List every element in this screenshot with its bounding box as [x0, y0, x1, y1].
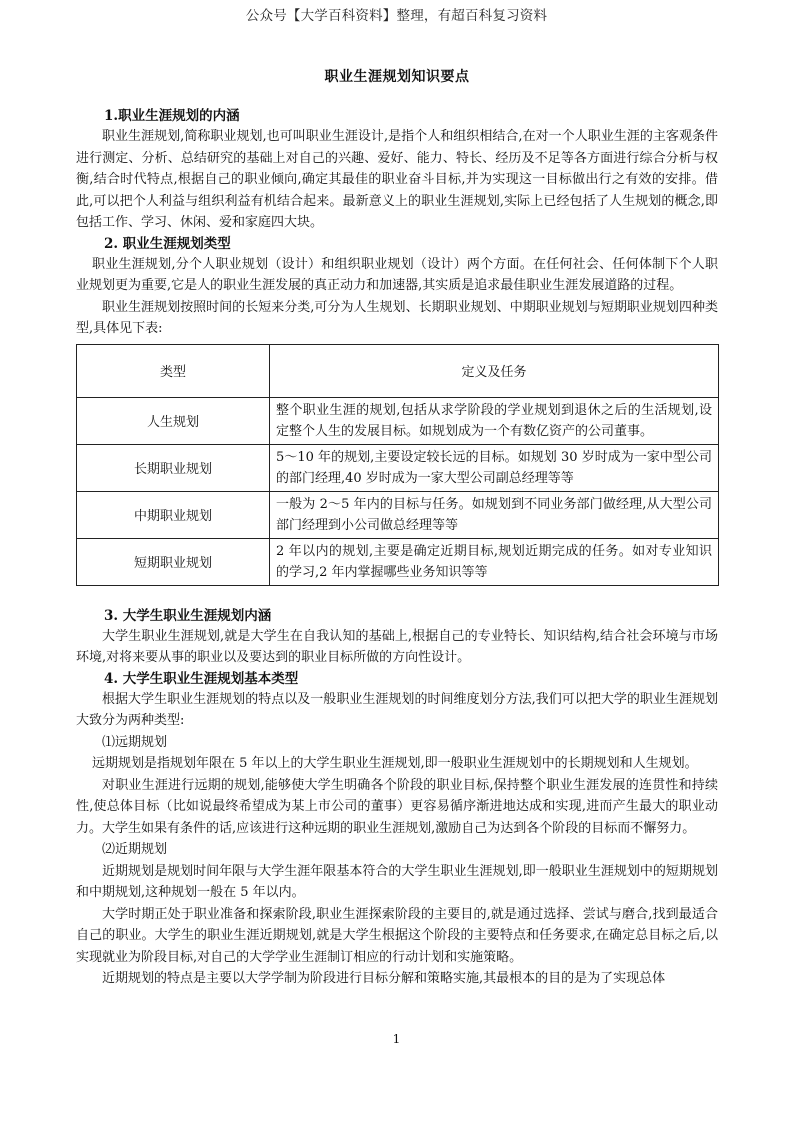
table-cell-definition: 一般为 2～5 年内的目标与任务。如规划到不同业务部门做经理,从大型公司部门经理到小公司做总经理等等	[270, 491, 719, 538]
section-heading-2: 2. 职业生涯规划类型	[104, 235, 231, 252]
table-row	[77, 491, 719, 538]
section-4-intro: 根据大学生职业生涯规划的特点以及一般职业生涯规划的时间维度划分方法,我们可以把大学的职业生涯规划大致分为两种类型:	[76, 691, 718, 728]
plan-type-table	[76, 344, 719, 586]
table-row	[77, 444, 719, 491]
section-2-paragraph-1: 职业生涯规划,分个人职业规划（设计）和组织职业规划（设计）两个方面。在任何社会、任何体制下个人职业规划更为重要,它是人的职业生涯发展的真正动力和加速器,其实质是追求最佳职业生涯发展道路的过程。	[76, 256, 718, 293]
section-3-paragraph: 大学生职业生涯规划,就是大学生在自我认知的基础上,根据自己的专业特长、知识结构,结合社会环境与市场环境,对将来要从事的职业以及要达到的职业目标所做的方向性设计。	[76, 628, 718, 665]
section-2-paragraph-2: 职业生涯规划按照时间的长短来分类,可分为人生规划、长期职业规划、中期职业规划与短期职业规划四种类型,具体见下表:	[76, 299, 718, 336]
page-header: 公众号【大学百科资料】整理，有超百科复习资料	[245, 8, 548, 24]
long-term-paragraph-2: 对职业生涯进行远期的规划,能够使大学生明确各个阶段的职业目标,保持整个职业生涯发展的连贯性和持续性,使总体目标（比如说最终希望成为某上市公司的董事）更容易循序渐进地达成和实现,进而产生最大的职业动力。大学生如果有条件的话,应该进行这种远期的职业生涯规划,激励自己为达到各个阶段的目标而不懈努力。	[76, 777, 718, 836]
subsection-heading-short-term: ⑵近期规划	[102, 842, 168, 857]
table-header-row	[77, 344, 719, 397]
document-body	[76, 66, 718, 990]
section-1-paragraph: 职业生涯规划,简称职业规划,也可叫职业生涯设计,是指个人和组织相结合,在对一个人职业生涯的主客观条件进行测定、分析、总结研究的基础上对自己的兴趣、爱好、能力、特长、经历及不足等各方面进行综合分析与权衡,结合时代特点,根据自己的职业倾向,确定其最佳的职业奋斗目标,并为实现这一目标做出行之有效的安排。借此,可以把个人利益与组织利益有机结合起来。最新意义上的职业生涯规划,实际上已经包括了人生规划的概念,即包括工作、学习、休闲、爱和家庭四大块。	[76, 129, 718, 230]
table-header-definition: 定义及任务	[270, 344, 719, 397]
table-cell-type: 人生规划	[77, 397, 270, 444]
table-row	[77, 397, 719, 444]
section-heading-3: 3. 大学生职业生涯规划内涵	[104, 607, 272, 624]
table-row	[77, 538, 719, 585]
page-title: 职业生涯规划知识要点	[324, 69, 470, 85]
table-cell-type: 短期职业规划	[77, 538, 270, 585]
table-header-type: 类型	[77, 344, 270, 397]
table-cell-type: 中期职业规划	[77, 491, 270, 538]
long-term-paragraph-1: 远期规划是指规划年限在 5 年以上的大学生职业生涯规划,即一般职业生涯规划中的长期规划和人生规划。	[92, 756, 698, 771]
section-heading-1: 1.职业生涯规划的内涵	[104, 108, 240, 124]
short-term-paragraph-3: 近期规划的特点是主要以大学学制为阶段进行目标分解和策略实施,其最根本的目的是为了实现总体	[102, 971, 666, 986]
table-cell-definition: 整个职业生涯的规划,包括从求学阶段的学业规划到退休之后的生活规划,设定整个人生的发展目标。如规划成为一个有数亿资产的公司董事。	[270, 397, 719, 444]
table-cell-definition: 2 年以内的规划,主要是确定近期目标,规划近期完成的任务。如对专业知识的学习,2 年内掌握哪些业务知识等等	[270, 538, 719, 585]
table-cell-type: 长期职业规划	[77, 444, 270, 491]
page-number: 1	[392, 1032, 401, 1046]
subsection-heading-long-term: ⑴远期规划	[102, 734, 168, 750]
short-term-paragraph-2: 大学时期正处于职业准备和探索阶段,职业生涯探索阶段的主要目的,就是通过选择、尝试与磨合,找到最适合自己的职业。大学生的职业生涯近期规划,就是大学生根据这个阶段的主要特点和任务要求,在确定总目标之后,以实现就业为阶段目标,对自己的大学学业生涯制订相应的行动计划和实施策略。	[76, 906, 718, 965]
section-heading-4: 4. 大学生职业生涯规划基本类型	[104, 670, 299, 687]
short-term-paragraph-1: 近期规划是规划时间年限与大学生涯年限基本符合的大学生职业生涯规划,即一般职业生涯规划中的短期规划和中期规划,这种规划一般在 5 年以内。	[76, 863, 718, 900]
table-cell-definition: 5～10 年的规划,主要设定较长远的目标。如规划 30 岁时成为一家中型公司的部门经理,40 岁时成为一家大型公司副总经理等等	[270, 444, 719, 491]
